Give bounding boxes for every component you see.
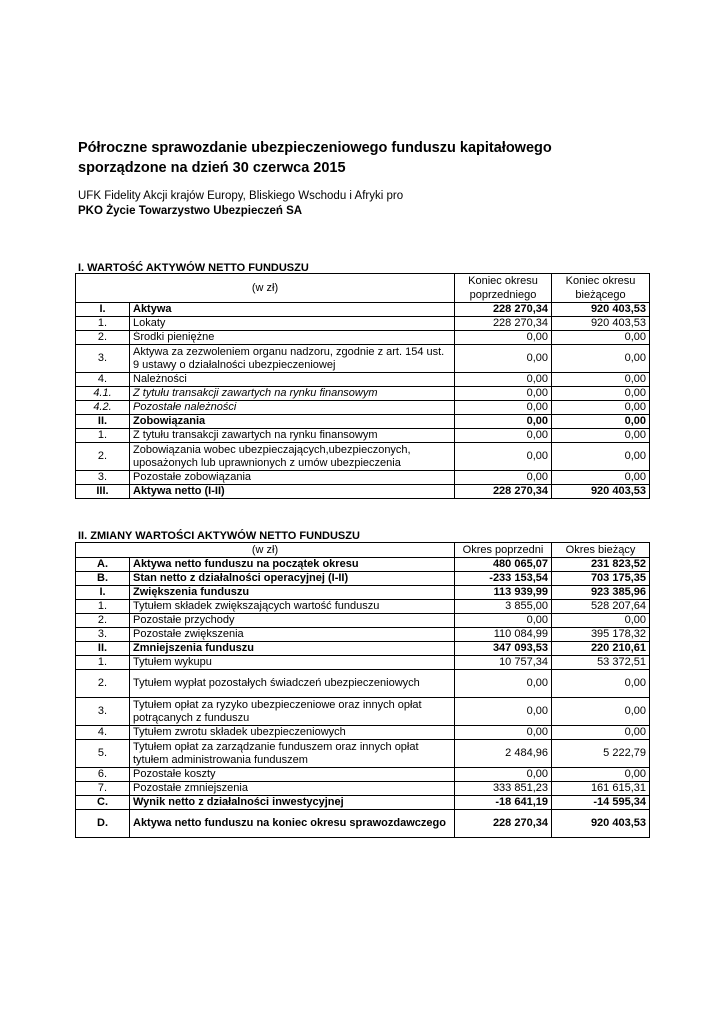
value-curr: 0,00	[552, 726, 650, 740]
row-label: Pozostałe zobowiązania	[130, 471, 455, 485]
row-number: A.	[76, 558, 130, 572]
table-row	[76, 586, 650, 600]
value-prev: 10 757,34	[455, 656, 552, 670]
col-curr-header: Okres bieżący	[552, 543, 650, 558]
value-curr: 0,00	[552, 429, 650, 443]
row-label: Stan netto z działalności operacyjnej (I-II)	[130, 572, 455, 586]
table-row	[76, 572, 650, 586]
table-row	[76, 317, 650, 331]
value-prev: 110 084,99	[455, 628, 552, 642]
table-row	[76, 656, 650, 670]
table-body	[76, 558, 650, 838]
value-prev: 0,00	[455, 443, 552, 471]
value-prev: 0,00	[455, 698, 552, 726]
row-label: Aktywa netto (I-II)	[130, 485, 455, 499]
value-curr: 0,00	[552, 401, 650, 415]
row-label: Zmniejszenia funduszu	[130, 642, 455, 656]
row-label: Aktywa za zezwoleniem organu nadzoru, zgodnie z art. 154 ust. 9 ustawy o działalności ubezpieczeniowej	[130, 345, 455, 373]
table-row	[76, 443, 650, 471]
row-number: 2.	[76, 614, 130, 628]
row-number: 2.	[76, 331, 130, 345]
row-label: Zobowiązania wobec ubezpieczających,ubezpieczonych, uposażonych lub uprawnionych z umów ubezpieczenia	[130, 443, 455, 471]
value-prev: 0,00	[455, 670, 552, 698]
row-number: 6.	[76, 768, 130, 782]
value-curr: 231 823,52	[552, 558, 650, 572]
row-number: 3.	[76, 698, 130, 726]
value-prev: 0,00	[455, 471, 552, 485]
row-label: Zobowiązania	[130, 415, 455, 429]
row-number: 1.	[76, 656, 130, 670]
table-row	[76, 558, 650, 572]
value-curr: 0,00	[552, 698, 650, 726]
report-title-line1: Półroczne sprawozdanie ubezpieczeniowego funduszu kapitałowego	[78, 140, 552, 156]
value-curr: 920 403,53	[552, 303, 650, 317]
value-curr: 920 403,53	[552, 317, 650, 331]
col-prev-header: Koniec okresu poprzedniego	[455, 274, 552, 303]
table-row	[76, 303, 650, 317]
table-row	[76, 373, 650, 387]
row-number: 2.	[76, 443, 130, 471]
table-header-row	[76, 543, 650, 558]
row-number: II.	[76, 642, 130, 656]
value-curr: 0,00	[552, 768, 650, 782]
row-label: Pozostałe koszty	[130, 768, 455, 782]
row-label: Aktywa	[130, 303, 455, 317]
company-name: PKO Życie Towarzystwo Ubezpieczeń SA	[78, 205, 303, 217]
row-number: II.	[76, 415, 130, 429]
value-curr: 0,00	[552, 387, 650, 401]
row-label: Aktywa netto funduszu na koniec okresu sprawozdawczego	[130, 810, 455, 838]
value-curr: -14 595,34	[552, 796, 650, 810]
row-number: 7.	[76, 782, 130, 796]
col-prev-header: Okres poprzedni	[455, 543, 552, 558]
row-number: 1.	[76, 429, 130, 443]
table-row	[76, 401, 650, 415]
value-curr: 395 178,32	[552, 628, 650, 642]
table-header-row	[76, 274, 650, 303]
row-number: C.	[76, 796, 130, 810]
value-prev: 228 270,34	[455, 810, 552, 838]
value-curr: 528 207,64	[552, 600, 650, 614]
row-label: Z tytułu transakcji zawartych na rynku finansowym	[130, 429, 455, 443]
row-number: 3.	[76, 345, 130, 373]
row-number: 3.	[76, 471, 130, 485]
value-curr: 920 403,53	[552, 810, 650, 838]
row-number: I.	[76, 586, 130, 600]
value-prev: 0,00	[455, 401, 552, 415]
table-body	[76, 303, 650, 499]
table-row	[76, 471, 650, 485]
row-label: Należności	[130, 373, 455, 387]
value-prev: 480 065,07	[455, 558, 552, 572]
table-row	[76, 628, 650, 642]
value-prev: 0,00	[455, 768, 552, 782]
value-curr: 923 385,96	[552, 586, 650, 600]
value-prev: 228 270,34	[455, 303, 552, 317]
value-prev: 0,00	[455, 345, 552, 373]
value-curr: 0,00	[552, 345, 650, 373]
row-number: 1.	[76, 317, 130, 331]
value-prev: 2 484,96	[455, 740, 552, 768]
row-label: Tytułem opłat za zarządzanie funduszem oraz innych opłat tytułem administrowania funduszem	[130, 740, 455, 768]
row-label: Pozostałe należności	[130, 401, 455, 415]
table-row	[76, 485, 650, 499]
row-label: Aktywa netto funduszu na początek okresu	[130, 558, 455, 572]
value-curr: 920 403,53	[552, 485, 650, 499]
section2-heading: II. ZMIANY WARTOŚCI AKTYWÓW NETTO FUNDUSZU	[78, 530, 360, 542]
row-label: Środki pieniężne	[130, 331, 455, 345]
row-number: 3.	[76, 628, 130, 642]
row-number: 1.	[76, 600, 130, 614]
row-label: Tytułem zwrotu składek ubezpieczeniowych	[130, 726, 455, 740]
table-row	[76, 768, 650, 782]
value-curr: 0,00	[552, 415, 650, 429]
row-label: Tytułem wykupu	[130, 656, 455, 670]
table-row	[76, 670, 650, 698]
value-prev: 0,00	[455, 415, 552, 429]
value-prev: 0,00	[455, 614, 552, 628]
net-assets-changes-table	[75, 542, 650, 838]
table-row	[76, 782, 650, 796]
value-curr: 703 175,35	[552, 572, 650, 586]
row-number: 4.	[76, 726, 130, 740]
row-label: Lokaty	[130, 317, 455, 331]
table-row	[76, 345, 650, 373]
value-prev: 0,00	[455, 331, 552, 345]
table-row	[76, 331, 650, 345]
value-prev: 0,00	[455, 429, 552, 443]
value-prev: -233 153,54	[455, 572, 552, 586]
value-prev: 0,00	[455, 373, 552, 387]
value-prev: 113 939,99	[455, 586, 552, 600]
col-curr-header: Koniec okresu bieżącego	[552, 274, 650, 303]
row-label: Pozostałe zwiększenia	[130, 628, 455, 642]
row-number: 4.1.	[76, 387, 130, 401]
row-label: Zwiększenia funduszu	[130, 586, 455, 600]
value-prev: -18 641,19	[455, 796, 552, 810]
table-row	[76, 415, 650, 429]
table-row	[76, 642, 650, 656]
unit-label: (w zł)	[76, 274, 455, 303]
table-row	[76, 726, 650, 740]
value-prev: 333 851,23	[455, 782, 552, 796]
table-row	[76, 740, 650, 768]
row-label: Z tytułu transakcji zawartych na rynku finansowym	[130, 387, 455, 401]
table-row	[76, 387, 650, 401]
row-label: Tytułem składek zwiększających wartość funduszu	[130, 600, 455, 614]
value-prev: 347 093,53	[455, 642, 552, 656]
row-number: I.	[76, 303, 130, 317]
value-curr: 0,00	[552, 471, 650, 485]
table-row	[76, 429, 650, 443]
table-row	[76, 600, 650, 614]
value-prev: 0,00	[455, 726, 552, 740]
table-row	[76, 810, 650, 838]
row-number: 4.	[76, 373, 130, 387]
value-curr: 0,00	[552, 614, 650, 628]
value-prev: 228 270,34	[455, 485, 552, 499]
table-row	[76, 698, 650, 726]
row-number: B.	[76, 572, 130, 586]
value-curr: 53 372,51	[552, 656, 650, 670]
row-number: D.	[76, 810, 130, 838]
row-label: Wynik netto z działalności inwestycyjnej	[130, 796, 455, 810]
value-prev: 0,00	[455, 387, 552, 401]
net-assets-table	[75, 273, 650, 499]
value-curr: 161 615,31	[552, 782, 650, 796]
row-label: Tytułem wypłat pozostałych świadczeń ubezpieczeniowych	[130, 670, 455, 698]
fund-name: UFK Fidelity Akcji krajów Europy, Bliskiego Wschodu i Afryki pro	[78, 190, 404, 202]
value-curr: 0,00	[552, 331, 650, 345]
section1-heading: I. WARTOŚĆ AKTYWÓW NETTO FUNDUSZU	[78, 262, 309, 274]
table-row	[76, 614, 650, 628]
value-prev: 3 855,00	[455, 600, 552, 614]
value-prev: 228 270,34	[455, 317, 552, 331]
row-label: Pozostałe przychody	[130, 614, 455, 628]
report-title	[78, 138, 552, 178]
row-label: Pozostałe zmniejszenia	[130, 782, 455, 796]
row-number: 4.2.	[76, 401, 130, 415]
value-curr: 0,00	[552, 373, 650, 387]
value-curr: 0,00	[552, 443, 650, 471]
value-curr: 220 210,61	[552, 642, 650, 656]
row-label: Tytułem opłat za ryzyko ubezpieczeniowe oraz innych opłat potrącanych z funduszu	[130, 698, 455, 726]
value-curr: 5 222,79	[552, 740, 650, 768]
fund-info	[78, 189, 403, 219]
value-curr: 0,00	[552, 670, 650, 698]
report-title-line2: sporządzone na dzień 30 czerwca 2015	[78, 160, 346, 176]
row-number: 2.	[76, 670, 130, 698]
unit-label: (w zł)	[76, 543, 455, 558]
row-number: 5.	[76, 740, 130, 768]
table-row	[76, 796, 650, 810]
row-number: III.	[76, 485, 130, 499]
